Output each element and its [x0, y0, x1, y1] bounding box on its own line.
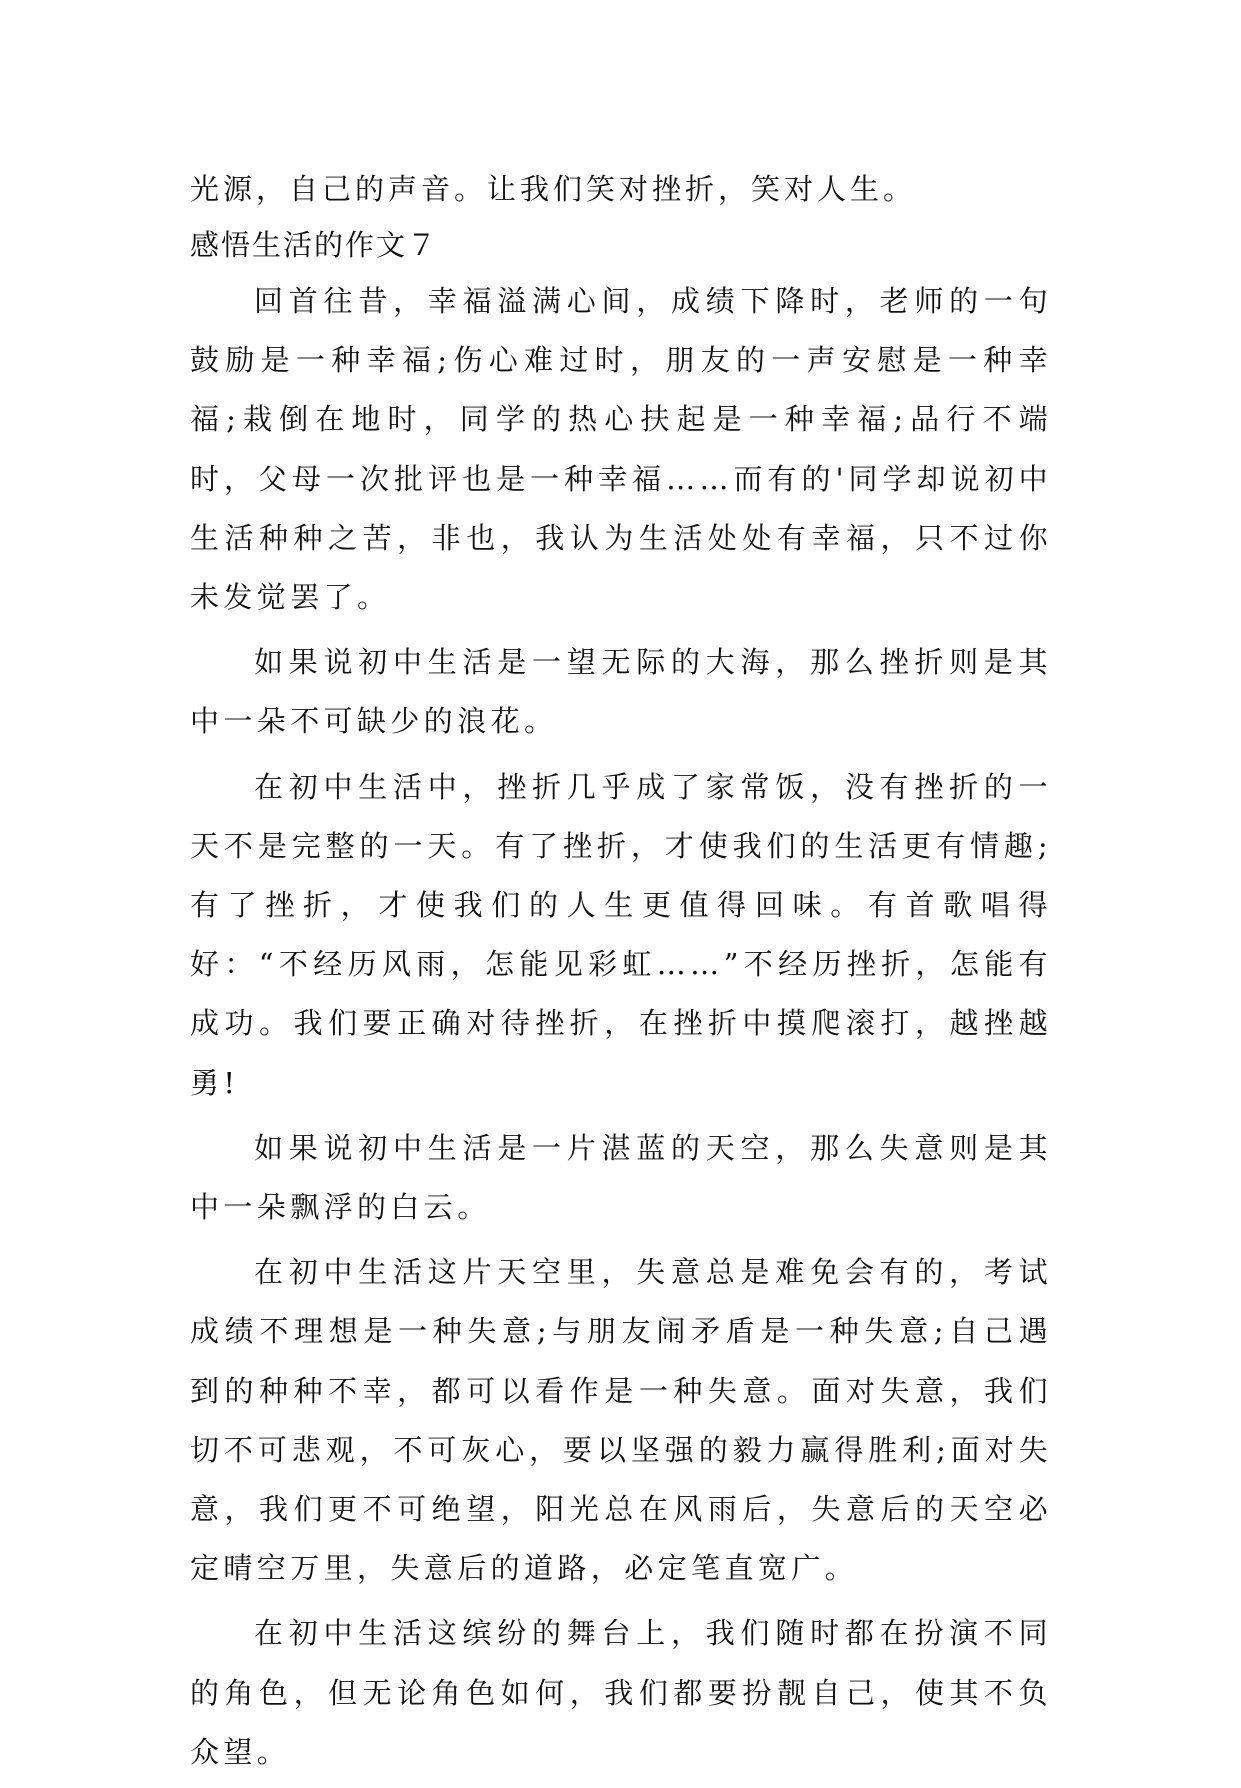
section-title: 感悟生活的作文７ [190, 228, 439, 262]
paragraph-4: 如果说初中生活是一片湛蓝的天空，那么失意则是其中一朵飘浮的白云。 [190, 1130, 1052, 1225]
paragraph-3: 在初中生活中，挫折几乎成了家常饭，没有挫折的一天不是完整的一天。有了挫折，才使我们的生活更有情趣;有了挫折，才使我们的人生更值得回味。有首歌唱得好：“不经历风雨，怎能见彩虹……”不经历挫折，怎能有成功。我们要正确对待挫折，在挫折中摸爬滚打，越挫越勇! [190, 769, 1052, 1100]
lead-line: 光源，自己的声音。让我们笑对挫折，笑对人生。 [190, 172, 917, 206]
paragraph-5: 在初中生活这片天空里，失意总是难免会有的，考试成绩不理想是一种失意;与朋友闹矛盾是一种失意;自己遇到的种种不幸，都可以看作是一种失意。面对失意，我们切不可悲观，不可灰心，要以坚强的毅力赢得胜利;面对失意，我们更不可绝望，阳光总在风雨后，失意后的天空必定晴空万里，失意后的道路，必定笔直宽广。 [190, 1255, 1052, 1586]
paragraph-6: 在初中生活这缤纷的舞台上，我们随时都在扮演不同的角色，但无论角色如何，我们都要扮靓自己，使其不负众望。 [190, 1616, 1052, 1769]
paragraph-1: 回首往昔，幸福溢满心间，成绩下降时，老师的一句鼓励是一种幸福;伤心难过时，朋友的一声安慰是一种幸福;栽倒在地时，同学的热心扶起是一种幸福;品行不端时，父母一次批评也是一种幸福……而有的'同学却说初中生活种种之苦，非也，我认为生活处处有幸福，只不过你未发觉罢了。 [190, 284, 1052, 615]
document-body [190, 160, 1052, 1788]
paragraph-2: 如果说初中生活是一望无际的大海，那么挫折则是其中一朵不可缺少的浪花。 [190, 645, 1052, 739]
